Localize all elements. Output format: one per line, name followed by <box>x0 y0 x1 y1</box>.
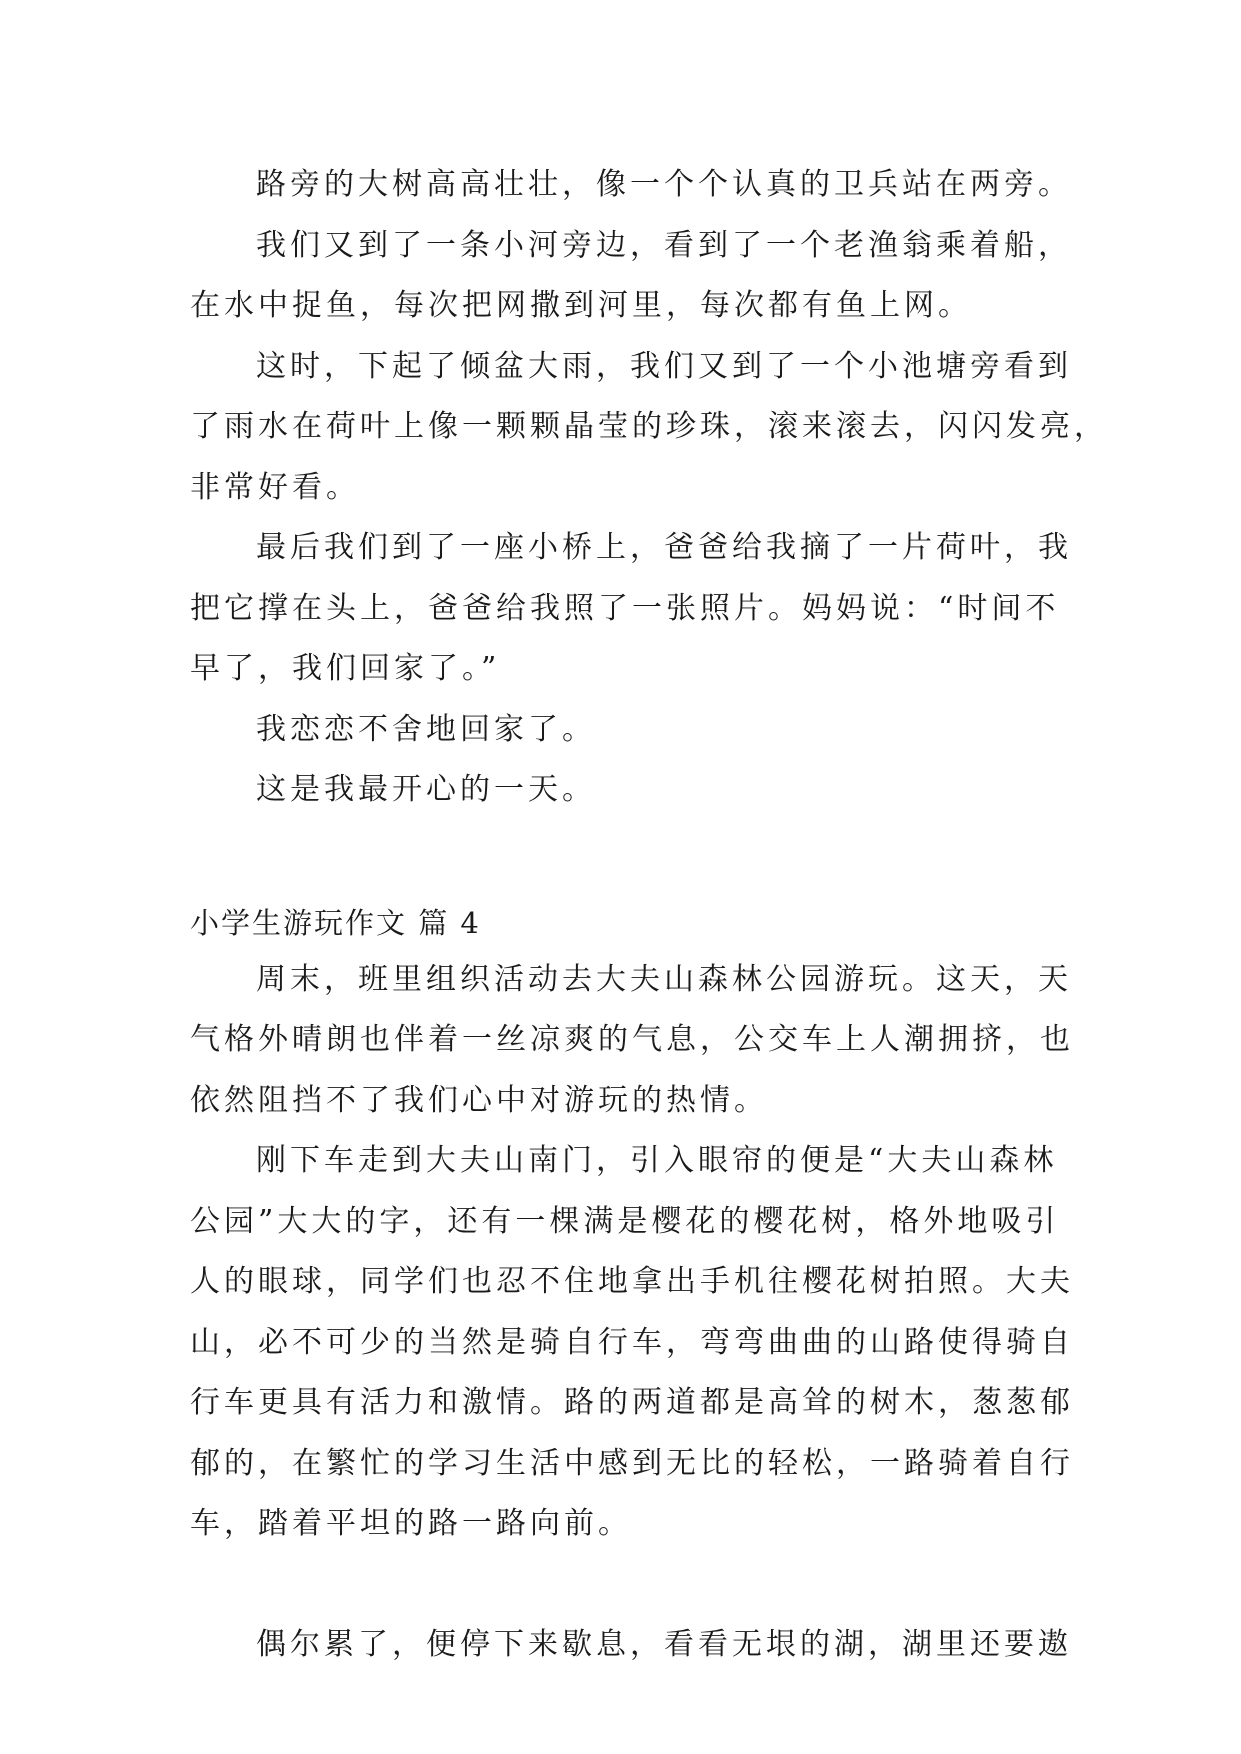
text-line: 这是我最开心的一天。 <box>256 772 596 807</box>
text-line: 我恋恋不舍地回家了。 <box>256 711 596 747</box>
section-heading: 小学生游玩作文 篇 4 <box>190 905 481 940</box>
text-line: 路旁的大树高高壮壮，像一个个认真的卫兵站在两旁。 <box>256 167 1072 202</box>
text-line <box>190 1555 1055 1616</box>
text-line: 非常好看。 <box>190 469 360 505</box>
paragraph <box>190 760 1055 821</box>
text-line: 依然阻挡不了我们心中对游玩的热情。 <box>190 1082 768 1118</box>
paragraph <box>190 1615 1072 1676</box>
text-line: 最后我们到了一座小桥上，爸爸给我摘了一片荷叶，我 <box>256 530 1072 565</box>
paragraph <box>190 216 1072 337</box>
text-line: 公园”大大的字，还有一棵满是樱花的樱花树，格外地吸引 <box>190 1203 1060 1239</box>
text-line: 人的眼球，同学们也忍不住地拿出手机往樱花树拍照。大夫 <box>190 1264 1074 1299</box>
text-line: 把它撑在头上，爸爸给我照了一张照片。妈妈说：“时间不 <box>190 590 1060 626</box>
text-line: 山，必不可少的当然是骑自行车，弯弯曲曲的山路使得骑自 <box>190 1324 1074 1360</box>
text-line: 气格外晴朗也伴着一丝凉爽的气息，公交车上人潮拥挤，也 <box>190 1022 1074 1057</box>
text-line: 在水中捉鱼，每次把网撒到河里，每次都有鱼上网。 <box>190 288 972 323</box>
document-page <box>190 155 1108 1676</box>
paragraph <box>190 155 1072 216</box>
text-line: 周末，班里组织活动去大夫山森林公园游玩。这天，天 <box>256 961 1072 997</box>
paragraph <box>190 518 1072 700</box>
text-line: 偶尔累了，便停下来歇息，看看无垠的湖，湖里还要遨 <box>256 1627 1072 1662</box>
paragraph <box>190 950 1074 1132</box>
text-line: 郁的，在繁忙的学习生活中感到无比的轻松，一路骑着自行 <box>190 1445 1074 1481</box>
paragraph <box>190 1131 1074 1615</box>
text-line: 行车更具有活力和激情。路的两道都是高耸的树木，葱葱郁 <box>190 1385 1074 1420</box>
section-spacer <box>190 821 1055 896</box>
text-line: 刚下车走到大夫山南门，引入眼帘的便是“大夫山森林 <box>256 1143 1058 1178</box>
text-line: 我们又到了一条小河旁边，看到了一个老渔翁乘着船， <box>256 227 1072 263</box>
paragraph <box>190 337 1108 519</box>
paragraph <box>190 700 1055 761</box>
text-line: 了雨水在荷叶上像一颗颗晶莹的珍珠，滚来滚去，闪闪发亮， <box>190 409 1108 444</box>
text-line: 早了，我们回家了。” <box>190 651 501 686</box>
text-line: 这时，下起了倾盆大雨，我们又到了一个小池塘旁看到 <box>256 348 1072 384</box>
text-line: 车，踏着平坦的路一路向前。 <box>190 1506 632 1541</box>
